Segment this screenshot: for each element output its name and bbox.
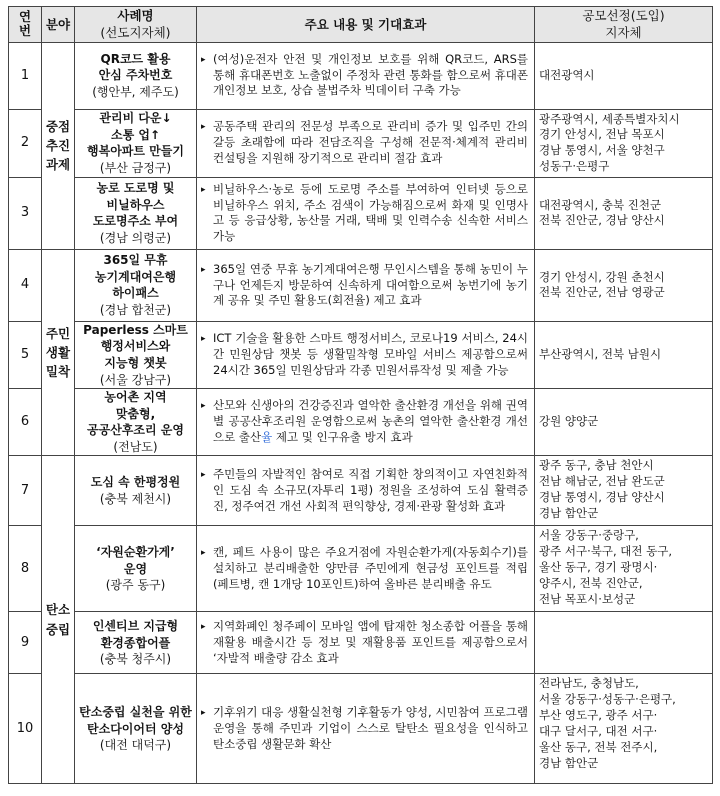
case-region: (대전 대덕구) <box>99 738 172 753</box>
content-cell <box>197 321 535 388</box>
case-name: 365일 무휴 농기계대여은행 하이패스 <box>94 253 177 301</box>
content-text: 기후위기 대응 생활실천형 기후활동가 양성, 시민참여 프로그램 운영을 통해 주민과 기업이 스스로 탈탄소 필요성을 인식하고 탄소중립 생활문화 확산 <box>213 705 528 751</box>
case-name-cell <box>75 526 197 612</box>
bullet-icon: ▸ <box>201 334 206 345</box>
case-name: 관리비 다운↓ 소통 업↑ 행복아파트 만들기 <box>87 111 184 159</box>
table-row <box>9 249 713 321</box>
case-name: ‘자원순환가게’ 운영 <box>96 544 175 576</box>
case-region: (광주 동구) <box>105 578 166 593</box>
category-cell <box>42 42 75 249</box>
bullet-icon: ▸ <box>201 401 206 412</box>
selected-cell <box>535 177 713 249</box>
case-name-cell <box>75 177 197 249</box>
table-row <box>9 526 713 612</box>
content-text: 지역화폐인 청주페이 모바일 앱에 탑재한 청소종합 어플을 통해 재활용 배출시간 등 정보 및 재활용품 포인트를 제공함으로서 ‘자발적 배출량 감소 효과 <box>213 619 528 665</box>
table-row <box>9 612 713 674</box>
content-text: 공동주택 관리의 전문성 부족으로 관리비 증가 및 입주민 간의 갈등 초래함에 따라 전담조직을 구성해 전문적·체계적 관리비 컨설팅을 지원해 장기적으로 관리비 절감 효과 <box>213 119 528 166</box>
bullet-icon: ▸ <box>201 708 206 719</box>
case-name-cell <box>75 389 197 456</box>
header-row <box>9 7 713 43</box>
selected-text: 대전광역시, 충북 진천군 전북 진안군, 경남 양산시 <box>539 197 665 228</box>
case-name-cell <box>75 321 197 388</box>
content-cell <box>197 674 535 784</box>
row-number: 9 <box>9 612 42 674</box>
case-name: Paperless 스마트 행정서비스와 지능형 챗봇 <box>83 322 188 371</box>
table-row <box>9 42 713 109</box>
case-name-cell <box>75 42 197 109</box>
bullet-icon: ▸ <box>201 622 206 633</box>
bullet-icon: ▸ <box>201 184 206 195</box>
content-cell <box>197 389 535 456</box>
content-cell <box>197 249 535 321</box>
case-name: 농어촌 지역 맞춤형, 공공산후조리 운영 <box>87 390 184 438</box>
content-text: (여성)운전자 안전 및 개인정보 보호를 위해 QR코드, ARS를 통해 휴대폰번호 노출없이 주정차 관련 통화를 함으로써 휴대폰 개인정보 보호, 상습 불법주차 빅데이터 구축 가능 <box>213 51 528 98</box>
case-region: (부산 금정구) <box>99 160 172 175</box>
case-name: QR코드 활용 안심 주차번호 <box>98 51 173 83</box>
case-region: (충북 청주시) <box>99 652 172 667</box>
selected-cell <box>535 42 713 109</box>
table-row <box>9 109 713 177</box>
bullet-icon: ▸ <box>201 122 206 133</box>
case-region: (행안부, 제주도) <box>92 84 179 99</box>
content-cell <box>197 612 535 674</box>
category-label: 중점 추진 과제 <box>45 118 71 173</box>
table-row <box>9 389 713 456</box>
category-label: 탄소 중립 <box>45 602 71 637</box>
selected-text: 광주광역시, 세종특별자치시 경기 안성시, 전남 목포시 경남 통영시, 서울 양천구 성동구·은평구 <box>539 111 680 174</box>
content-text-part: 제고 및 인구유출 방지 효과 <box>272 430 413 445</box>
case-name-cell <box>75 612 197 674</box>
category-label: 주민 생활 밀착 <box>45 325 71 380</box>
content-cell <box>197 456 535 526</box>
row-number: 7 <box>9 456 42 526</box>
case-region: (경남 의령군) <box>99 230 172 245</box>
header-case-title: 사례명 <box>117 8 154 23</box>
content-text: 365일 연중 무휴 농기계대여은행 무인시스템을 통해 농민이 누구나 언제든지 방문하여 신속하게 대여함으로써 농번기에 농기계 공유 및 주민 활용도(회전율) 제고 효과 <box>213 261 528 308</box>
bullet-icon: ▸ <box>201 54 206 65</box>
case-name: 인센티브 지급형 환경종합어플 <box>92 618 179 650</box>
selected-text: 전라남도, 충청남도, 서울 강동구·성동구·은평구, 부산 영도구, 광주 서구· 대구 달서구, 대전 서구· 울산 동구, 전북 전주시, 경남 함안군 <box>539 676 676 770</box>
bullet-icon: ▸ <box>201 264 206 275</box>
header-case-sub: (선도지자체) <box>100 25 171 41</box>
row-number: 1 <box>9 42 42 109</box>
selected-cell <box>535 389 713 456</box>
case-region: (서울 강남구) <box>99 372 172 387</box>
content-text-part: 산모와 신생아의 건강증진과 열악한 출산환경 개선을 위해 권역별 공공산후조리원 운영함으로써 농촌의 열악한 출산환경 개선으로 출산 <box>213 398 528 445</box>
category-cell <box>42 249 75 455</box>
selected-cell <box>535 456 713 526</box>
header-selected <box>535 7 713 43</box>
selected-text: 경기 안성시, 강원 춘천시 전북 진안군, 전남 영광군 <box>539 269 665 300</box>
header-case-name <box>75 7 197 43</box>
selected-cell <box>535 109 713 177</box>
selected-cell <box>535 249 713 321</box>
case-region: (전남도) <box>113 439 158 454</box>
selected-text: 광주 동구, 충남 천안시 전남 해남군, 전남 완도군 경남 통영시, 경남 양산시 경남 함안군 <box>539 458 665 520</box>
content-text: 캔, 페트 사용이 많은 주요거점에 자원순환가게(자동회수기)를 설치하고 분리배출한 양만큼 주민에게 현금성 포인트를 적립(페트병, 캔 1개당 10포인트)하여 올바른 분리배출 유도 <box>213 545 528 591</box>
case-table <box>8 6 713 784</box>
row-number: 6 <box>9 389 42 456</box>
case-region: (경남 합천군) <box>99 302 172 317</box>
selected-text: 대전광역시 <box>539 67 595 82</box>
header-content: 주요 내용 및 기대효과 <box>197 7 535 43</box>
header-selected-sub: 지자체 <box>605 25 642 41</box>
content-text <box>213 398 528 446</box>
header-field: 분야 <box>42 7 75 43</box>
case-name-cell <box>75 456 197 526</box>
selected-cell <box>535 612 713 674</box>
case-name: 농로 도로명 및 비닐하우스 도로명주소 부여 <box>92 181 179 229</box>
case-name: 도심 속 한평정원 <box>90 475 181 490</box>
bullet-icon: ▸ <box>201 548 206 559</box>
row-number: 4 <box>9 249 42 321</box>
content-cell <box>197 42 535 109</box>
case-name: 탄소중립 실천을 위한 탄소다이어터 양성 <box>79 704 192 736</box>
selected-cell <box>535 526 713 612</box>
row-number: 2 <box>9 109 42 177</box>
content-text: 주민들의 자발적인 참여로 직접 기획한 창의적이고 자연친화적인 도심 속 소규모(자투리 1평) 정원을 조성하여 도심 활력증진, 정주여건 개선 사회적 편익향상, 경제·관광 활성화 효과 <box>213 467 528 513</box>
selected-text: 서울 강동구·중랑구, 광주 서구·북구, 대전 동구, 울산 동구, 경기 광명시· 양주시, 전북 진안군, 전남 목포시·보성군 <box>539 528 673 606</box>
selected-cell <box>535 674 713 784</box>
row-number: 8 <box>9 526 42 612</box>
content-cell <box>197 109 535 177</box>
table-row <box>9 321 713 388</box>
header-num: 연번 <box>9 7 42 43</box>
table-row <box>9 177 713 249</box>
header-selected-title: 공모선정(도입) <box>582 8 665 23</box>
case-name-cell <box>75 674 197 784</box>
selected-text: 부산광역시, 전북 남원시 <box>539 347 662 362</box>
content-highlight: 율 <box>261 430 273 445</box>
row-number: 5 <box>9 321 42 388</box>
selected-cell <box>535 321 713 388</box>
table-row <box>9 456 713 526</box>
row-number: 3 <box>9 177 42 249</box>
content-text: 비닐하우스·농로 등에 도로명 주소를 부여하여 인터넷 등으로 비닐하우스 위치, 주소 검색이 가능해짐으로써 화재 및 인명사고 등 응급상황, 농산물 거래, 택배 및 인력수송 신속한 서비스 가능 <box>213 181 528 244</box>
row-number: 10 <box>9 674 42 784</box>
table-row <box>9 674 713 784</box>
selected-text: 강원 양양군 <box>539 414 599 429</box>
case-name-cell <box>75 109 197 177</box>
bullet-icon: ▸ <box>201 470 206 481</box>
content-text: ICT 기술을 활용한 스마트 행정서비스, 코로나19 서비스, 24시간 민원상담 챗봇 등 생활밀착형 모바일 서비스 제공함으로써 24시간 365일 민원상담과 각종 민원서류작성 및 제출 가능 <box>213 331 528 377</box>
content-cell <box>197 177 535 249</box>
category-cell <box>42 456 75 784</box>
content-cell <box>197 526 535 612</box>
case-region: (충북 제천시) <box>99 491 172 506</box>
case-name-cell <box>75 249 197 321</box>
